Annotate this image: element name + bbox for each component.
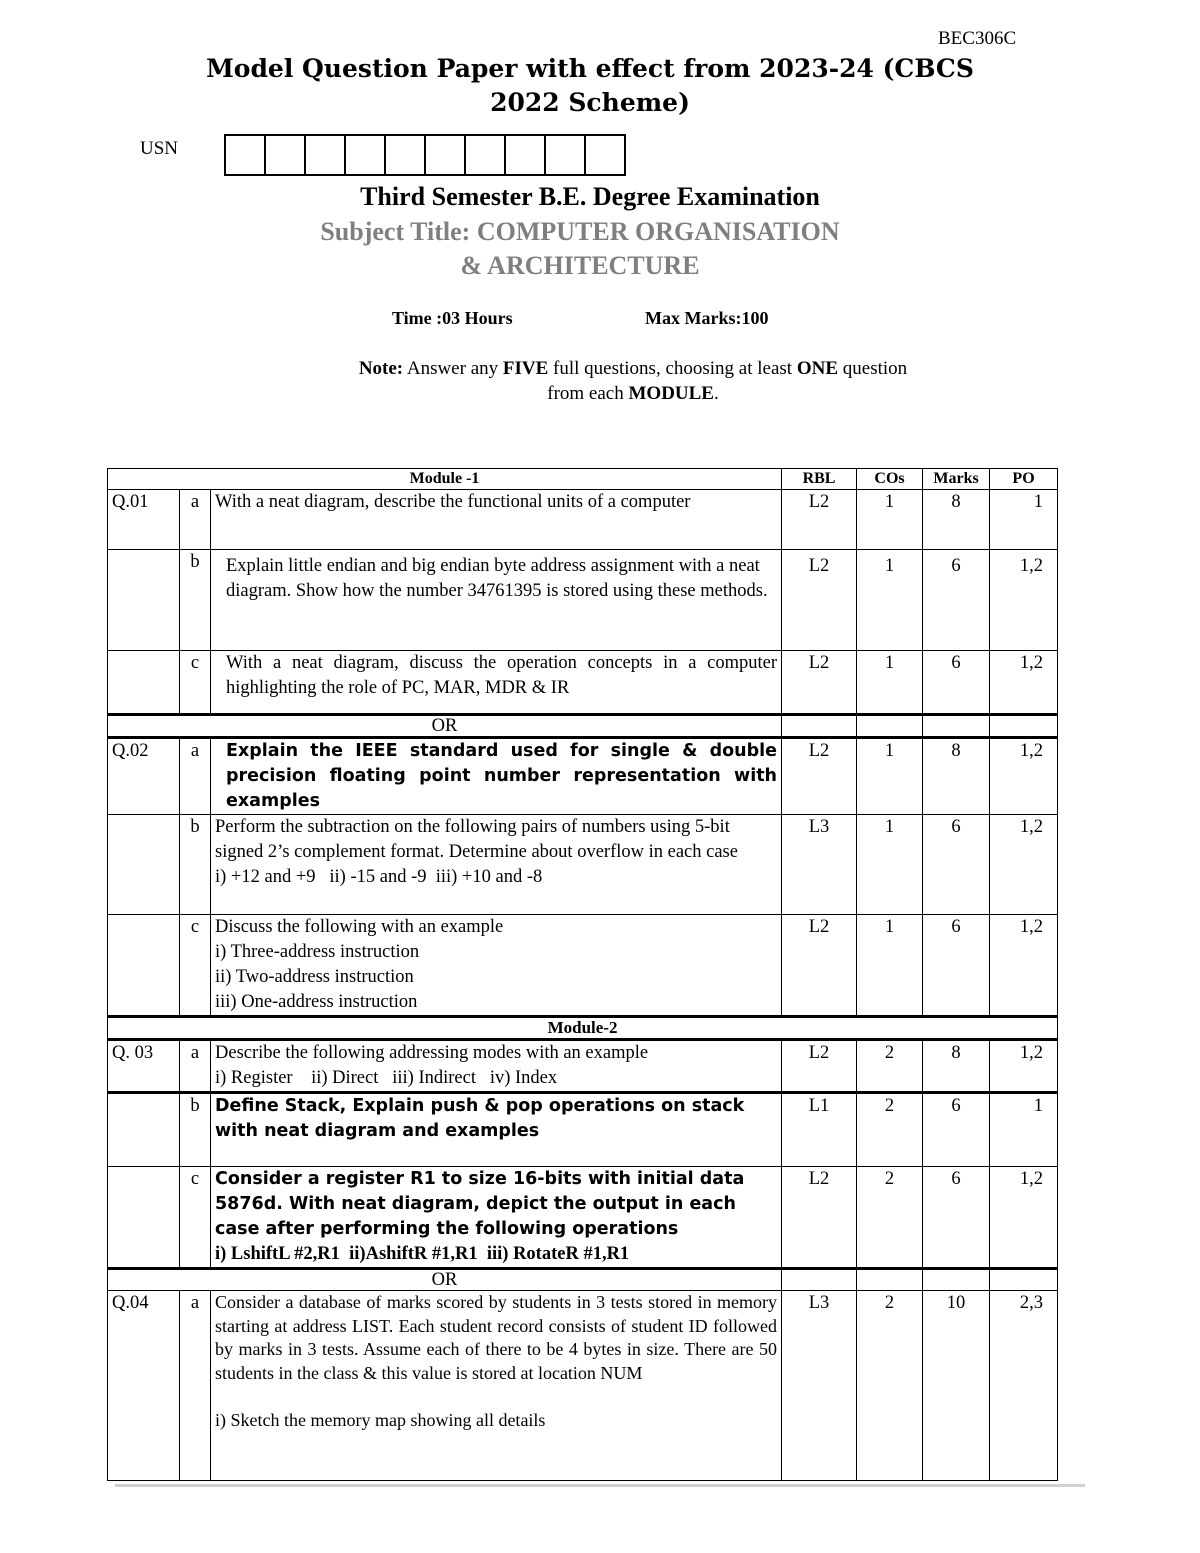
- module-row: [108, 1017, 1058, 1040]
- question-text: Define Stack, Explain push & pop operations on stack with neat diagram and examples: [211, 1093, 782, 1167]
- question-number: Q.04: [108, 1291, 180, 1481]
- rbl-value: L3: [782, 1291, 857, 1481]
- rbl-value: L2: [782, 651, 857, 715]
- question-text-cell: [211, 815, 782, 915]
- rbl-value: L2: [782, 915, 857, 1017]
- table-header-row: [108, 469, 1058, 490]
- note-emphasis: MODULE: [628, 383, 714, 404]
- usn-box[interactable]: [386, 136, 426, 174]
- usn-box[interactable]: [506, 136, 546, 174]
- table-row: [108, 1167, 1058, 1269]
- co-value: 2: [857, 1093, 923, 1167]
- question-part: a: [180, 1291, 211, 1481]
- rbl-value: L2: [782, 490, 857, 550]
- question-text: Explain little endian and big endian byte address assignment with a neat diagram. Show how the number 34761395 is stored using these methods.: [211, 550, 782, 651]
- marks-value: 6: [923, 915, 990, 1017]
- exam-time: Time :03 Hours: [392, 308, 513, 328]
- rbl-value: L2: [782, 1040, 857, 1093]
- instruction-note: [280, 356, 986, 406]
- question-part: b: [180, 550, 211, 651]
- marks-value: 8: [923, 1040, 990, 1093]
- question-subparts: i) +12 and +9 ii) -15 and -9 iii) +10 and -8: [215, 867, 543, 887]
- question-table: [107, 468, 1058, 1481]
- note-text: full questions, choosing at least: [548, 358, 797, 379]
- question-number: Q. 03: [108, 1040, 180, 1093]
- question-part: a: [180, 490, 211, 550]
- usn-box[interactable]: [306, 136, 346, 174]
- note-text: question: [838, 358, 908, 379]
- usn-input-boxes[interactable]: [224, 134, 626, 176]
- question-part: c: [180, 1167, 211, 1269]
- rbl-value: L2: [782, 738, 857, 815]
- question-part: a: [180, 1040, 211, 1093]
- subject-title-line2: & ARCHITECTURE: [460, 251, 700, 280]
- rbl-value: L2: [782, 1167, 857, 1269]
- question-text: With a neat diagram, discuss the operation concepts in a computer highlighting the role of PC, MAR, MDR & IR: [211, 651, 782, 715]
- usn-label: USN: [140, 138, 179, 159]
- question-part: c: [180, 915, 211, 1017]
- marks-value: 6: [923, 550, 990, 651]
- subject-code: BEC306C: [938, 28, 1017, 49]
- or-divider: OR: [108, 1269, 782, 1291]
- co-value: 1: [857, 651, 923, 715]
- question-part: c: [180, 651, 211, 715]
- po-value: 1,2: [990, 1167, 1058, 1269]
- question-text: Consider a database of marks scored by students in 3 tests stored in memory starting at address LIST. Each student record consists of student ID followed by marks in 3 tests. Assume each of there to be 4 bytes in size. There are 50 students in the class & this value is stored at location NUM: [215, 1292, 778, 1383]
- question-subpart: ii) Two-address instruction: [215, 967, 414, 987]
- usn-box[interactable]: [586, 136, 624, 174]
- note-label: Note:: [358, 358, 404, 379]
- cos-header: COs: [857, 469, 923, 490]
- po-value: 1,2: [990, 738, 1058, 815]
- usn-box[interactable]: [266, 136, 306, 174]
- table-row: [108, 490, 1058, 550]
- question-text: Describe the following addressing modes with an example: [215, 1043, 649, 1063]
- co-value: 2: [857, 1291, 923, 1481]
- question-number: Q.01: [108, 490, 180, 550]
- subject-title: [190, 215, 970, 283]
- marks-value: 6: [923, 1167, 990, 1269]
- marks-value: 10: [923, 1291, 990, 1481]
- note-text: Answer any: [403, 358, 503, 379]
- or-row: [108, 715, 1058, 738]
- table-row: [108, 815, 1058, 915]
- question-subpart: i) Three-address instruction: [215, 942, 420, 962]
- co-value: 1: [857, 490, 923, 550]
- po-header: PO: [990, 469, 1058, 490]
- rbl-value: L3: [782, 815, 857, 915]
- question-part: a: [180, 738, 211, 815]
- table-row: [108, 915, 1058, 1017]
- co-value: 1: [857, 915, 923, 1017]
- semester-heading: Third Semester B.E. Degree Examination: [360, 182, 820, 211]
- question-text-cell: [211, 915, 782, 1017]
- usn-box[interactable]: [226, 136, 266, 174]
- po-value: 1,2: [990, 1040, 1058, 1093]
- rbl-header: RBL: [782, 469, 857, 490]
- table-row: [108, 738, 1058, 815]
- marks-value: 6: [923, 1093, 990, 1167]
- usn-box[interactable]: [426, 136, 466, 174]
- marks-value: 8: [923, 490, 990, 550]
- question-text: With a neat diagram, describe the functional units of a computer: [211, 490, 782, 550]
- note-text: from each: [547, 383, 629, 404]
- marks-value: 6: [923, 815, 990, 915]
- table-row: [108, 1040, 1058, 1093]
- po-value: 1,2: [990, 915, 1058, 1017]
- po-value: 1,2: [990, 815, 1058, 915]
- question-part: b: [180, 815, 211, 915]
- paper-title: [190, 52, 990, 120]
- rbl-value: L2: [782, 550, 857, 651]
- question-text-cell: [211, 1167, 782, 1269]
- usn-box[interactable]: [346, 136, 386, 174]
- co-value: 1: [857, 815, 923, 915]
- question-text: Perform the subtraction on the following pairs of numbers using 5-bit signed 2’s complement format. Determine about overflow in each case: [215, 817, 738, 862]
- question-part: b: [180, 1093, 211, 1167]
- paper-title-line1: Model Question Paper with effect from 2023-24 (CBCS: [206, 54, 974, 83]
- question-number: Q.02: [108, 738, 180, 815]
- table-row: [108, 1093, 1058, 1167]
- question-text-cell: [211, 1040, 782, 1093]
- paper-title-line2: 2022 Scheme): [490, 88, 690, 117]
- table-row: [108, 550, 1058, 651]
- module-2-heading: Module-2: [108, 1017, 1058, 1040]
- rbl-value: L1: [782, 1093, 857, 1167]
- usn-box[interactable]: [466, 136, 506, 174]
- marks-value: 8: [923, 738, 990, 815]
- question-subpart: iii) One-address instruction: [215, 992, 418, 1012]
- question-text-cell: [211, 1291, 782, 1481]
- subject-title-line1: Subject Title: COMPUTER ORGANISATION: [320, 217, 840, 246]
- note-emphasis: ONE: [796, 358, 839, 379]
- marks-header: Marks: [923, 469, 990, 490]
- po-value: 1: [990, 1093, 1058, 1167]
- question-subpart: i) Sketch the memory map showing all details: [215, 1410, 546, 1430]
- module-1-heading: Module -1: [108, 469, 782, 490]
- page-bottom-rule: [115, 1484, 1085, 1487]
- max-marks: Max Marks:100: [645, 308, 769, 328]
- question-subparts: i) Register ii) Direct iii) Indirect iv) Index: [215, 1068, 558, 1088]
- co-value: 1: [857, 738, 923, 815]
- or-row: [108, 1269, 1058, 1291]
- note-text: .: [713, 383, 719, 404]
- question-text: Explain the IEEE standard used for single & double precision floating point number representation with examples: [211, 738, 782, 815]
- po-value: 1,2: [990, 651, 1058, 715]
- marks-value: 6: [923, 651, 990, 715]
- table-row: [108, 651, 1058, 715]
- or-divider: OR: [108, 715, 782, 738]
- question-text: Discuss the following with an example: [215, 917, 504, 937]
- table-row: [108, 1291, 1058, 1481]
- note-emphasis: FIVE: [502, 358, 549, 379]
- po-value: 2,3: [990, 1291, 1058, 1481]
- question-text: Consider a register R1 to size 16-bits with initial data 5876d. With neat diagram, depict the output in each case after performing the following operations: [215, 1169, 745, 1239]
- po-value: 1: [990, 490, 1058, 550]
- po-value: 1,2: [990, 550, 1058, 651]
- co-value: 2: [857, 1040, 923, 1093]
- question-subparts: i) LshiftL #2,R1 ii)AshiftR #1,R1 iii) RotateR #1,R1: [215, 1244, 630, 1264]
- usn-box[interactable]: [546, 136, 586, 174]
- co-value: 2: [857, 1167, 923, 1269]
- co-value: 1: [857, 550, 923, 651]
